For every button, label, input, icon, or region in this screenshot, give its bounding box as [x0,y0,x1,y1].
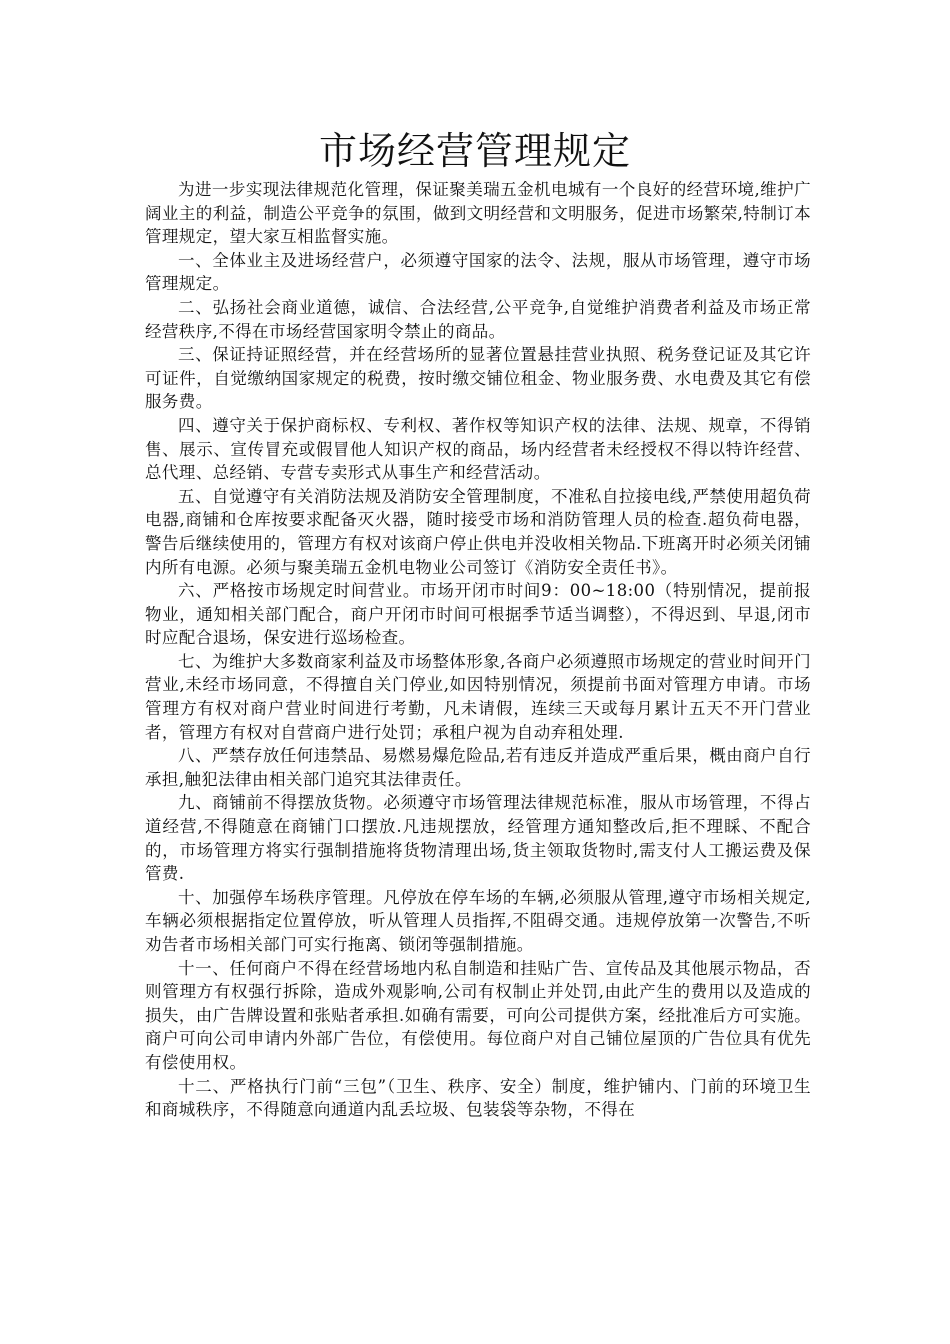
paragraph-article-7: 七、为维护大多数商家利益及市场整体形象,各商户必须遵照市场规定的营业时间开门营业,未经市场同意，不得擅自关门停业,如因特别情况，须提前书面对管理方申请。市场管理方有权对商户营业时间进行考勤，凡未请假，连续三天或每月累计五天不开门营业者，管理方有权对自营商户进行处罚；承租户视为自动弃租处理. [145,651,811,742]
document-body [145,178,811,1122]
paragraph-article-4: 四、遵守关于保护商标权、专利权、著作权等知识产权的法律、法规、规章，不得销售、展示、宣传冒充或假冒他人知识产权的商品，场内经营者未经授权不得以特许经营、总代理、总经销、专营专卖形式从事生产和经营活动。 [145,415,811,483]
paragraph-article-12: 十二、严格执行门前“三包”（卫生、秩序、安全）制度，维护铺内、门前的环境卫生和商城秩序，不得随意向通道内乱丢垃圾、包装袋等杂物，不得在 [145,1076,811,1120]
paragraph-article-6: 六、严格按市场规定时间营业。市场开闭市时间9：00~18:00（特别情况，提前报物业，通知相关部门配合，商户开闭市时间可根据季节适当调整），不得迟到、早退,闭市时应配合退场，保安进行巡场检查。 [145,581,811,648]
paragraph-article-2: 二、弘扬社会商业道德，诚信、合法经营,公平竞争,自觉维护消费者利益及市场正常经营秩序,不得在市场经营国家明令禁止的商品。 [145,297,811,341]
document-title: 市场经营管理规定 [318,129,631,173]
paragraph-article-3: 三、保证持证照经营，并在经营场所的显著位置悬挂营业执照、税务登记证及其它许可证件，自觉缴纳国家规定的税费，按时缴交铺位租金、物业服务费、水电费及其它有偿服务费。 [145,345,811,412]
paragraph-intro: 为进一步实现法律规范化管理，保证聚美瑞五金机电城有一个良好的经营环境,维护广阔业主的利益，制造公平竞争的氛围，做到文明经营和文明服务，促进市场繁荣,特制订本管理规定，望大家互相监督实施。 [145,180,811,247]
paragraph-article-8: 八、严禁存放任何违禁品、易燃易爆危险品,若有违反并造成严重后果，概由商户自行承担,触犯法律由相关部门追究其法律责任。 [145,746,811,789]
paragraph-article-10: 十、加强停车场秩序管理。凡停放在停车场的车辆,必须服从管理,遵守市场相关规定,车辆必须根据指定位置停放，听从管理人员指挥,不阻碍交通。违规停放第一次警告,不听劝告者市场相关部门可实行拖离、锁闭等强制措施。 [145,887,811,954]
paragraph-article-9: 九、商铺前不得摆放货物。必须遵守市场管理法律规范标准，服从市场管理，不得占道经营,不得随意在商铺门口摆放.凡违规摆放，经管理方通知整改后,拒不理睬、不配合的，市场管理方将实行强制措施将货物清理出场,货主领取货物时,需支付人工搬运费及保管费. [145,793,811,884]
paragraph-article-11: 十一、任何商户不得在经营场地内私自制造和挂贴广告、宣传品及其他展示物品，否则管理方有权强行拆除，造成外观影响,公司有权制止并处罚,由此产生的费用以及造成的损失，由广告牌设置和张贴者承担.如确有需要，可向公司提供方案，经批准后方可实施。商户可向公司申请内外部广告位，有偿使用。每位商户对自己铺位屋顶的广告位具有优先有偿使用权。 [145,958,811,1072]
paragraph-article-1: 一、全体业主及进场经营户，必须遵守国家的法令、法规，服从市场管理，遵守市场管理规定。 [145,250,811,294]
paragraph-article-5: 五、自觉遵守有关消防法规及消防安全管理制度，不准私自拉接电线,严禁使用超负荷电器,商铺和仓库按要求配备灭火器，随时接受市场和消防管理人员的检查.超负荷电器，警告后继续使用的，管理方有权对该商户停止供电并没收相关物品.下班离开时必须关闭铺内所有电源。必须与聚美瑞五金机电物业公司签订《消防安全责任书》。 [145,486,811,577]
